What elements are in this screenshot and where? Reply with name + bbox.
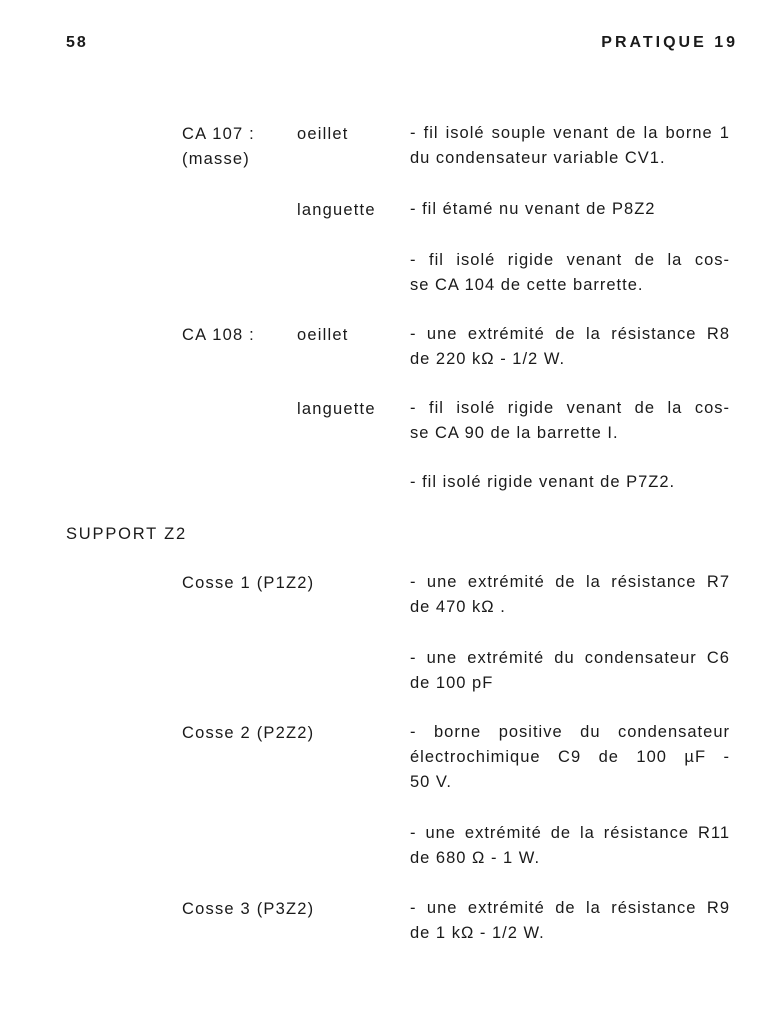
desc-line: électrochimique C9 de 100 µF - [410, 748, 730, 766]
pin-cosse-2: Cosse 2 (P2Z2) [182, 724, 315, 742]
terminal-ca107-note: (masse) [182, 150, 250, 168]
running-title: PRATIQUE 19 [601, 34, 738, 51]
terminal-ca107: CA 107 : [182, 125, 255, 143]
pin-cosse-1: Cosse 1 (P1Z2) [182, 574, 315, 592]
desc-line: de 680 Ω - 1 W. [410, 849, 541, 867]
desc-ca108-languette-1 [410, 396, 730, 446]
desc-line: se CA 104 de cette barrette. [410, 276, 644, 294]
desc-line: de 470 kΩ . [410, 598, 506, 616]
desc-line: - fil isolé rigide venant de la cos- [410, 399, 730, 417]
desc-line: - une extrémité de la résistance R8 [410, 325, 730, 343]
desc-line: - une extrémité du condensateur C6 [410, 649, 730, 667]
section-title: SUPPORT Z2 [66, 525, 188, 543]
desc-line: 50 V. [410, 773, 453, 791]
part-languette-ca107: languette [297, 201, 376, 219]
desc-cosse-1-a [410, 570, 730, 620]
pin-cosse-3: Cosse 3 (P3Z2) [182, 900, 315, 918]
desc-line: se CA 90 de la barrette I. [410, 424, 619, 442]
desc-line: - fil isolé souple venant de la borne 1 [410, 124, 730, 142]
desc-line: - une extrémité de la résistance R7 [410, 573, 730, 591]
desc-cosse-2-a [410, 720, 730, 795]
desc-ca107-oeillet [410, 121, 730, 171]
desc-ca108-oeillet [410, 322, 730, 372]
desc-line: - une extrémité de la résistance R9 [410, 899, 730, 917]
desc-cosse-3 [410, 896, 730, 946]
part-oeillet-ca107: oeillet [297, 125, 349, 143]
page-number: 58 [66, 34, 88, 51]
desc-cosse-2-b [410, 821, 730, 871]
part-languette-ca108: languette [297, 400, 376, 418]
desc-ca108-languette-2 [410, 470, 730, 495]
desc-ca107-languette-1 [410, 197, 730, 222]
desc-line: du condensateur variable CV1. [410, 149, 666, 167]
desc-line: - une extrémité de la résistance R11 [410, 824, 730, 842]
terminal-ca108: CA 108 : [182, 326, 255, 344]
desc-cosse-1-b [410, 646, 730, 696]
desc-line: de 100 pF [410, 674, 494, 692]
desc-line: de 220 kΩ - 1/2 W. [410, 350, 566, 368]
desc-line: - borne positive du condensateur [410, 723, 730, 741]
desc-ca107-languette-2 [410, 248, 730, 298]
desc-line: - fil isolé rigide venant de P7Z2. [410, 473, 676, 491]
desc-line: - fil isolé rigide venant de la cos- [410, 251, 730, 269]
part-oeillet-ca108: oeillet [297, 326, 349, 344]
desc-line: - fil étamé nu venant de P8Z2 [410, 200, 656, 218]
desc-line: de 1 kΩ - 1/2 W. [410, 924, 545, 942]
